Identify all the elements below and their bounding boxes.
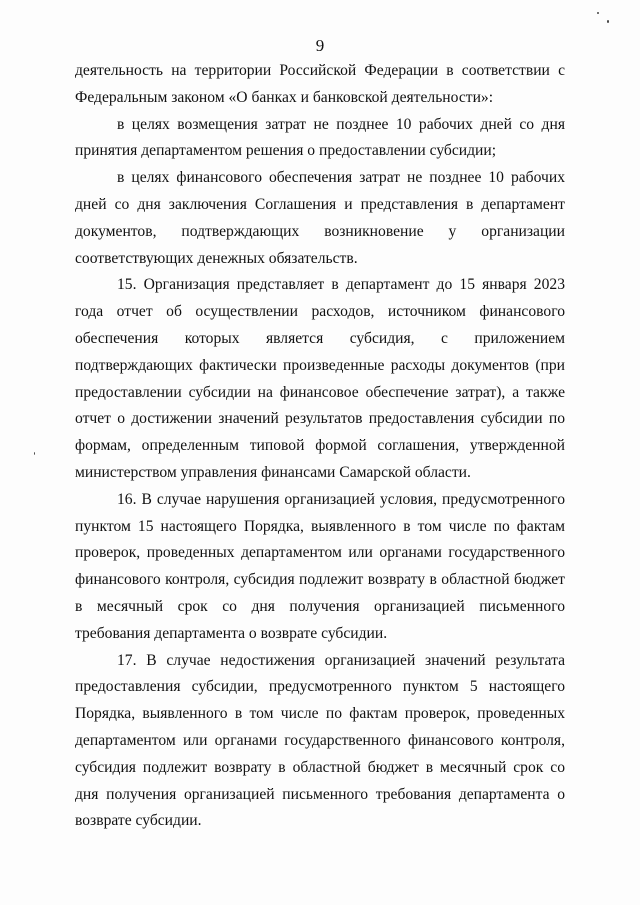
- page-number: 9: [315, 36, 325, 55]
- document-body: [75, 58, 565, 835]
- scan-speck: [34, 452, 35, 455]
- paragraph-reimbursement: в целях возмещения затрат не позднее 10 рабочих дней со дня принятия департаментом решения о предоставлении субсидии;: [75, 115, 565, 160]
- scan-speck: [607, 20, 609, 23]
- paragraph-item-17: 17. В случае недостижения организацией значений результата предоставления субсидии, предусмотренного пунктом 5 настоящего Порядка, выявленного в том числе по фактам проверок, проведенных департаментом или органами государственного финансового контроля, субсидия подлежит возврату в областной бюджет в месячный срок со дня получения организацией письменного требования департамента о возврате субсидии.: [75, 651, 565, 830]
- paragraph-financing: в целях финансового обеспечения затрат не позднее 10 рабочих дней со дня заключения Соглашения и представления в департамент документов, подтверждающих возникновение у организации соответствующих денежных обязательств.: [75, 169, 565, 267]
- paragraph-continuation: деятельность на территории Российской Федерации в соответствии с Федеральным законом «О банках и банковской деятельности»:: [75, 62, 565, 106]
- paragraph-item-15: 15. Организация представляет в департамент до 15 января 2023 года отчет об осуществлении расходов, источником финансового обеспечения которых является субсидия, с приложением подтверждающих фактически произведенные расходы документов (при предоставлении субсидии на финансовое обеспечение затрат), а также отчет о достижении значений результатов предоставления субсидии по формам, определенным типовой формой соглашения, утвержденной министерством управления финансами Самарской области.: [75, 276, 565, 481]
- scan-speck: [597, 12, 599, 14]
- paragraph-item-16: 16. В случае нарушения организацией условия, предусмотренного пунктом 15 настоящего Порядка, выявленного в том числе по фактам проверок, проведенных департаментом или органами государственного финансового контроля, субсидия подлежит возврату в областной бюджет в месячный срок со дня получения организацией письменного требования департамента о возврате субсидии.: [75, 490, 565, 642]
